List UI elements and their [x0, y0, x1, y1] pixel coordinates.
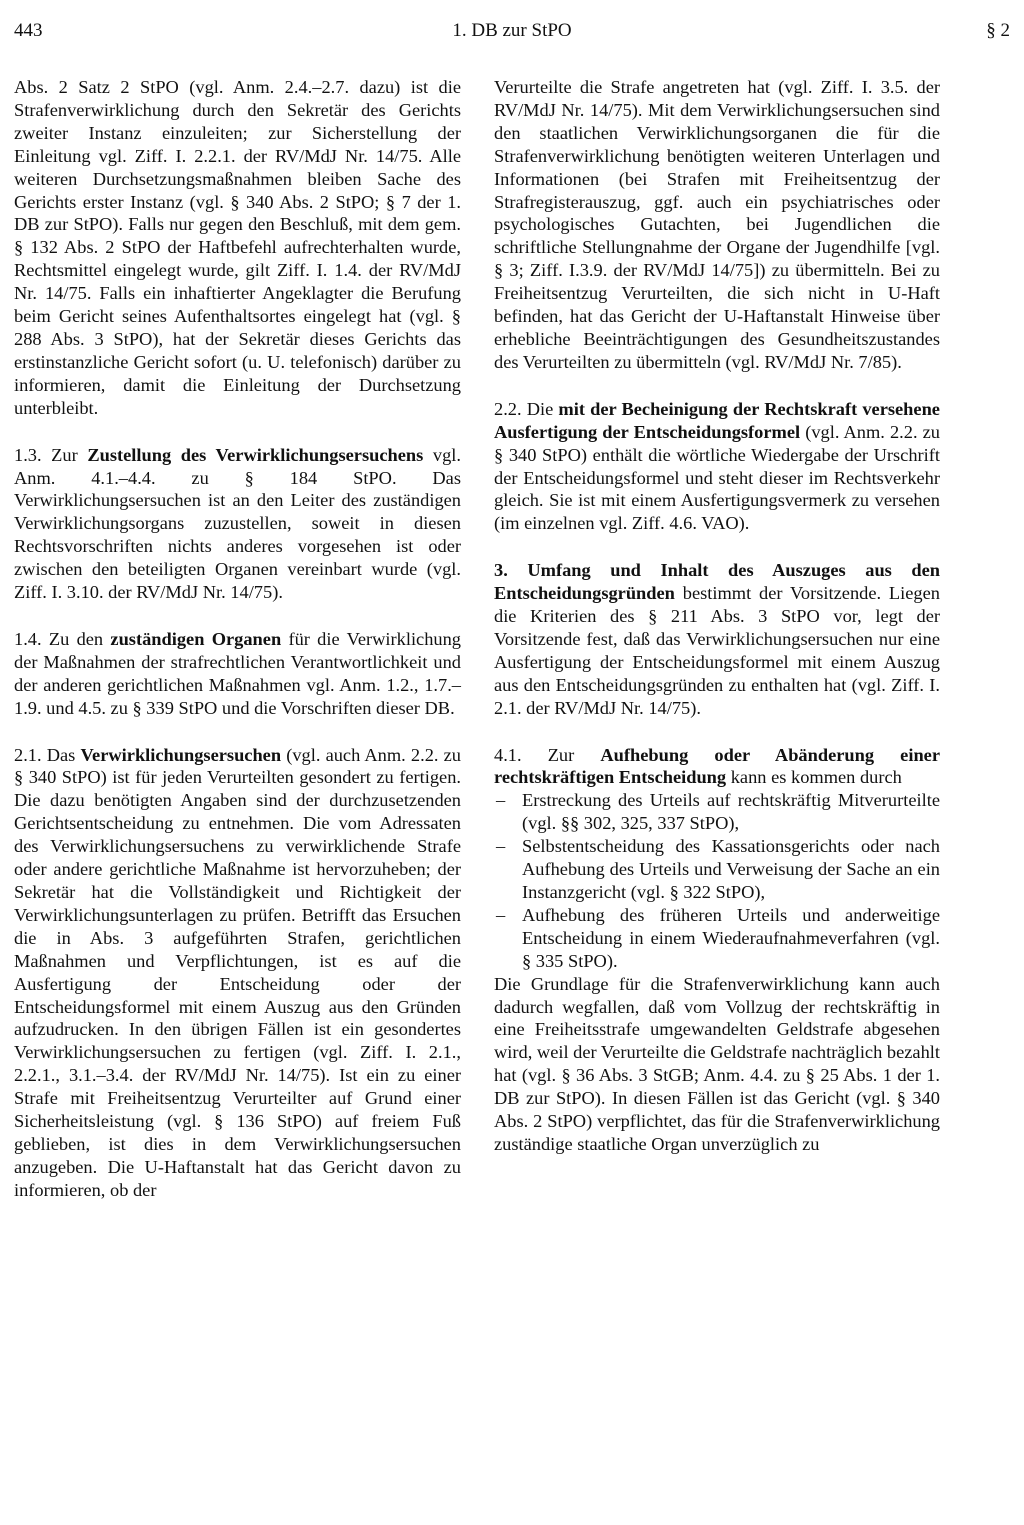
section-text: bestimmt der Vorsitzende. Liegen die Kriterien des § 211 Abs. 3 StPO vor, legt der Vorsitzende fest, daß das Verwirklichungsersuchen nur eine Ausfertigung der Entscheidungsformel mit einem Auszug aus den Entscheidungsgründen zu enthalten hat (vgl. Ziff. I. 2.1. der RV/MdJ Nr. 14/75). [494, 583, 940, 718]
section-1-3 [14, 444, 461, 604]
dash-list [494, 789, 940, 972]
right-column [494, 76, 940, 1156]
section-number: 1.4. Zu den [14, 628, 104, 649]
section-number: 2.1. Das [14, 744, 76, 765]
section-heading: mit der Becheinigung der Rechtskraft versehene Ausfertigung der Entscheidungsformel [494, 398, 940, 442]
list-item: – Aufhebung des früheren Urteils und anderweitige Entscheidung in einem Wiederaufnahmeverfahren (vgl. § 335 StPO). [494, 904, 940, 973]
section-mark: § 2 [986, 20, 1010, 41]
section-3 [494, 559, 940, 719]
section-text: kann es kommen durch [730, 767, 902, 788]
page-header [14, 20, 1010, 46]
paragraph-final: Die Grundlage für die Strafenverwirklichung kann auch dadurch wegfallen, daß vom Vollzug der rechtskräftig in eine Freiheitsstrafe umgewandelten Geldstrafe abgesehen wird, weil der Verurteilte die Geldstrafe nachträglich bezahlt hat (vgl. § 36 Abs. 3 StGB; Anm. 4.4. zu § 25 Abs. 1 der 1. DB zur StPO). In diesen Fällen ist das Gericht (vgl. § 340 Abs. 2 StPO) verpflichtet, das für die Strafenverwirklichung zuständige staatliche Organ unverzüglich zu [494, 973, 940, 1154]
section-1-4 [14, 628, 461, 720]
page-number: 443 [14, 20, 43, 41]
section-heading: 3. Umfang und Inhalt des Auszuges aus den Entscheidungsgründen [494, 560, 940, 604]
list-item: – Selbstentscheidung des Kassationsgerichts oder nach Aufhebung des Urteils und Verweisung der Sache an ein Instanzgericht (vgl. § 322 StPO), [494, 835, 940, 904]
section-heading: Aufhebung oder Abänderung einer rechtskräftigen Entscheidung [494, 744, 940, 788]
paragraph-continuation: Abs. 2 Satz 2 StPO (vgl. Anm. 2.4.–2.7. dazu) ist die Strafenverwirklichung durch den Sekretär des Gerichts zweiter Instanz einzuleiten; zur Sicherstellung der Einleitung vgl. Ziff. I. 2.2.1. der RV/MdJ Nr. 14/75. Alle weiteren Durchsetzungsmaßnahmen bleiben Sache des Gerichts erster Instanz (vgl. § 340 Abs. 2 StPO; § 7 der 1. DB zur StPO). Falls nur gegen den Beschluß, mit dem gem. § 132 Abs. 2 StPO der Haftbefehl aufrechterhalten wurde, Rechtsmittel eingelegt wurde, gilt Ziff. I. 1.4. der RV/MdJ Nr. 14/75. Falls ein inhaftierter Angeklagter die Berufung beim Gericht seines Aufenthaltsortes eingelegt hat (vgl. § 288 Abs. 3 StPO), hat der Sekretär dieses Gerichts das erstinstanzliche Gericht sofort (u. U. telefonisch) darüber zu informieren, damit die Einleitung der Durchsetzung unterbleibt. [14, 77, 461, 418]
running-title: 1. DB zur StPO [452, 20, 572, 41]
section-4-1 [494, 744, 940, 790]
section-text: für die Verwirklichung der Maßnahmen der strafrechtlichen Verantwortlichkeit und der anderen gerichtlichen Maßnahmen vgl. Anm. 1.2., 1.7.–1.9. und 4.5. zu § 339 StPO und die Vorschriften dieser DB. [14, 628, 461, 718]
left-column [14, 76, 461, 1202]
list-item: – Erstreckung des Urteils auf rechtskräftig Mitverurteilte (vgl. §§ 302, 325, 337 StPO), [494, 789, 940, 835]
section-number: 2.2. Die [494, 398, 554, 419]
section-2-1 [14, 744, 461, 1202]
section-text: (vgl. Anm. 2.2. zu § 340 StPO) enthält die wörtliche Wiedergabe der Urschrift der Entscheidungsformel und steht dieser im Rechtsverkehr gleich. Sie ist mit einem Ausfertigungsvermerk zu versehen (im einzelnen vgl. Ziff. 4.6. VAO). [494, 421, 940, 534]
section-text: (vgl. auch Anm. 2.2. zu § 340 StPO) ist für jeden Verurteilten gesondert zu fertigen. Die dazu benötigten Angaben sind der durchzusetzenden Gerichtsentscheidung zu entnehmen. Die vom Adressaten des Verwirklichungsersuchens zu verwirklichende Strafe oder andere gerichtliche Maßnahme ist hervorzuheben; der Sekretär hat die Vollständigkeit und Richtigkeit der Verwirklichungsunterlagen zu prüfen. Betrifft das Ersuchen die in Abs. 3 aufgeführten Strafen, gerichtlichen Maßnahmen und Verpflichtungen, ist es auf die Ausfertigung der Entscheidung oder der Entscheidungsformel mit einem Auszug aus den Gründen aufzudrucken. In den übrigen Fällen ist ein gesondertes Verwirklichungsersuchen zu fertigen (vgl. Ziff. I. 2.1., 2.2.1., 3.1.–3.4. der RV/MdJ Nr. 14/75). Ist ein zu einer Strafe mit Freiheitsentzug Verurteilter auf Grund einer Sicherheitsleistung (vgl. § 136 StPO) auf freiem Fuß geblieben, ist dies in dem Verwirklichungsersuchen anzugeben. Die U-Haftanstalt hat das Gericht davon zu informieren, ob der [14, 744, 461, 1200]
paragraph-continuation: Verurteilte die Strafe angetreten hat (vgl. Ziff. I. 3.5. der RV/MdJ Nr. 14/75). Mit dem Verwirklichungsersuchen sind den staatlichen Verwirklichungsorganen die für die Strafenverwirklichung benötigten weiteren Unterlagen und Informationen (bei Strafen mit Freiheitsentzug der Strafregisterauszug, ggf. auch ein psychiatrisches oder psychologisches Gutachten, bei Jugendlichen die schriftliche Stellungnahme der Organe der Jugendhilfe [vgl. § 3; Ziff. I.3.9. der RV/MdJ 14/75]) zu übermitteln. Bei zu Freiheitsentzug Verurteilten, die sich nicht in U-Haft befinden, hat das Gericht der U-Haftanstalt Hinweise über erhebliche Beeinträchtigungen des Gesundheitszustandes des Verurteilten zu übermitteln (vgl. RV/MdJ Nr. 7/85). [494, 77, 940, 372]
section-heading: Zustellung des Verwirklichungsersuchens [87, 444, 424, 465]
section-number: 4.1. Zur [494, 744, 575, 765]
section-heading: Verwirklichungsersuchen [80, 744, 282, 765]
section-2-2 [494, 398, 940, 535]
section-heading: zuständigen Organen [110, 628, 282, 649]
section-number: 1.3. Zur [14, 444, 78, 465]
section-text: vgl. Anm. 4.1.–4.4. zu § 184 StPO. Das Verwirklichungsersuchen ist an den Leiter des zuständigen Verwirklichungsorgans zuzustellen, soweit in diesen Rechtsvorschriften nichts anderes vorgesehen ist oder zwischen den beteiligten Organen vereinbart wurde (vgl. Ziff. I. 3.10. der RV/MdJ Nr. 14/75). [14, 444, 461, 603]
